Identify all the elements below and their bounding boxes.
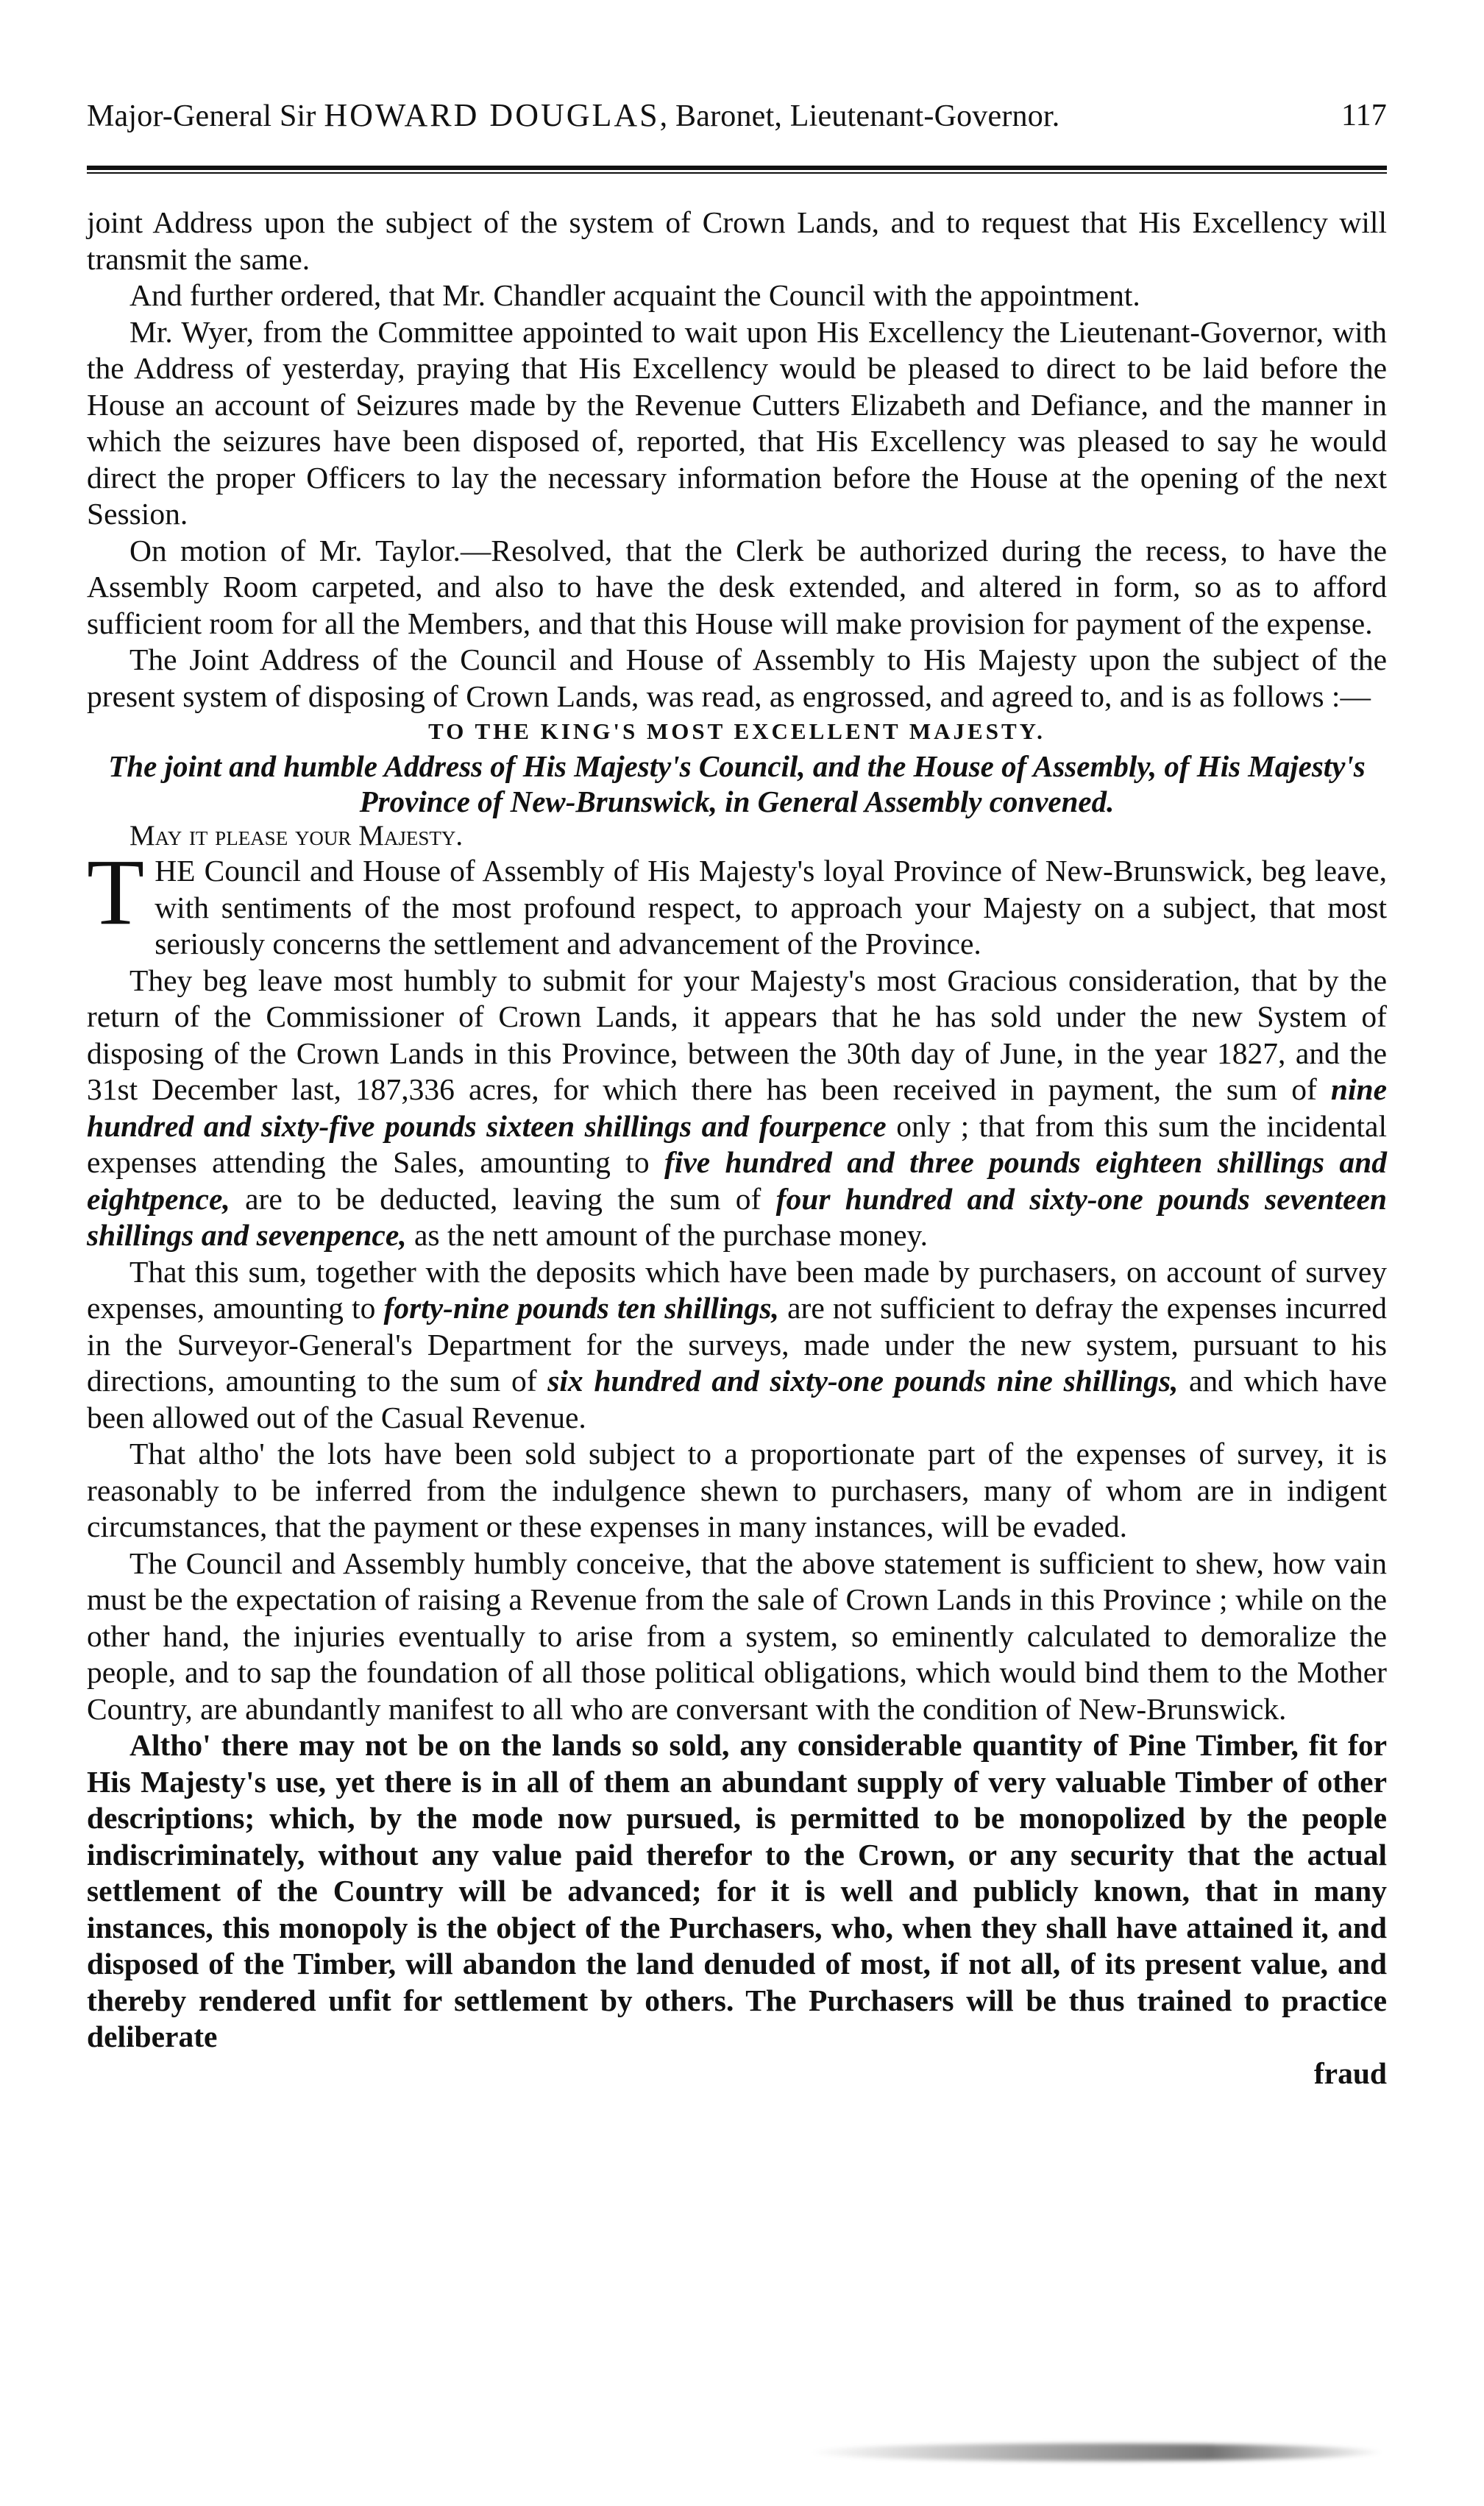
paragraph-text: They beg leave most humbly to submit for your Majesty's most Gracious consideration, that by the return of the Commissioner of Crown Lands, it appears that he has sold under the new System of disposing of the Crown Lands in this Province, between the 30th day of June, in the year 1827, and the 31st December last, 187,336 acres, for which there has been received in payment, the sum of (87, 963, 1387, 1106)
sum-text: nine hundred and sixty-five pounds sixteen shillings and fourpence (87, 1072, 1387, 1143)
paragraph (87, 1254, 1387, 1437)
paragraph: The Joint Address of the Council and House of Assembly to His Majesty upon the subject of the present system of disposing of Crown Lands, was read, as engrossed, and agreed to, and is as follows :— (87, 643, 1387, 713)
paragraph: And further ordered, that Mr. Chandler acquaint the Council with the appointment. (129, 278, 1140, 312)
drop-cap: T (87, 840, 145, 944)
paragraph: joint Address upon the subject of the system of Crown Lands, and to request that His Excellency will transmit the same. (87, 205, 1387, 276)
ink-smudge (809, 2443, 1383, 2461)
sum-text: six hundred and sixty-one pounds nine shillings, (547, 1364, 1179, 1398)
paragraph-text: are not sufficient to defray the expenses incurred in the Surveyor-General's Department for the surveys, made under the new system, pursuant to his directions, amounting to the sum of (87, 1291, 1387, 1398)
header-suffix: , Baronet, Lieutenant-Governor. (659, 99, 1060, 133)
paragraph: On motion of Mr. Taylor.—Resolved, that the Clerk be authorized during the recess, to have the Assembly Room carpeted, and also to have the desk extended, and altered in form, so as to afford sufficient room for all the Members, and that this House will make provision for payment of the expense. (87, 533, 1387, 640)
paragraph (87, 840, 1387, 963)
paragraph-text: That this sum, together with the deposits which have been made by purchasers, on account of survey expenses, amounting to (87, 1254, 1387, 1325)
sum-text: five hundred and three pounds eighteen shillings and eightpence, (87, 1145, 1387, 1216)
paragraph: The Council and Assembly humbly conceive, that the above statement is sufficient to shew, how vain must be the expectation of raising a Revenue from the sale of Crown Lands in this Province ; while on the other hand, the injuries eventually to arise from a system, so eminently calculated to demoralize the people, and to sap the foundation of all those political obligations, which would bind them to the Mother Country, are abundantly manifest to all who are conversant with the condition of New-Brunswick. (87, 1546, 1387, 1726)
header-name: HOWARD DOUGLAS (324, 97, 660, 133)
paragraph (87, 963, 1387, 1254)
paragraph-text: are to be deducted, leaving the sum of (230, 1181, 776, 1216)
address-subheading: The joint and humble Address of His Majesty's Council, and the House of Assembly, of His Majesty's Province of New-Brunswick, in General Assembly convened. (108, 749, 1366, 818)
running-header (87, 94, 1387, 138)
paragraph: Mr. Wyer, from the Committee appointed to wait upon His Excellency the Lieutenant-Governor, with the Address of yesterday, praying that His Excellency would be pleased to direct to be laid before the House an account of Seizures made by the Revenue Cutters Elizabeth and Defiance, and the manner in which the seizures have been disposed of, reported, that His Excellency was pleased to say he would direct the proper Officers to lay the necessary information before the House at the opening of the next Session. (87, 314, 1387, 531)
sum-text: four hundred and sixty-one pounds seventeen shillings and sevenpence, (87, 1181, 1387, 1252)
paragraph-text: as the nett amount of the purchase money. (406, 1218, 928, 1252)
catchword: fraud (1313, 2056, 1387, 2090)
paragraph-text: only ; that from this sum the incidental expenses attending the Sales, amounting to (87, 1108, 1387, 1179)
address-heading: TO THE KING'S MOST EXCELLENT MAJESTY. (428, 718, 1045, 744)
header-rule (87, 166, 1387, 174)
body-text (87, 205, 1387, 2092)
paragraph-text: HE Council and House of Assembly of His Majesty's loyal Province of New-Brunswick, beg leave, with sentiments of the most profound respect, to approach your Majesty on a subject, that most seriously concerns the settlement and advancement of the Province. (155, 854, 1387, 960)
page-number: 117 (1341, 99, 1387, 132)
header-prefix: Major-General Sir (87, 99, 324, 133)
paragraph-text: and which have been allowed out of the Casual Revenue. (87, 1364, 1388, 1434)
sum-text: forty-nine pounds ten shillings, (383, 1291, 779, 1325)
paragraph: That altho' the lots have been sold subject to a proportionate part of the expenses of survey, it is reasonably to be inferred from the indulgence shewn to purchasers, many of whom are in indigent circumstances, that the payment or these expenses in many instances, will be evaded. (87, 1437, 1387, 1543)
paragraph: Altho' there may not be on the lands so sold, any considerable quantity of Pine Timber, fit for His Majesty's use, yet there is in all of them an abundant supply of very valuable Timber of other descriptions; which, by the mode now pursued, is permitted to be monopolized by the people indiscriminately, without any value paid therefor to the Crown, or any security that the actual settlement of the Country will be advanced; for it is well and publicly known, that in many instances, this monopoly is the object of the Purchasers, who, when they shall have attained it, and disposed of the Timber, will abandon the land denuded of most, if not all, of its present value, and thereby rendered unfit for settlement by others. The Purchasers will be thus trained to practice deliberate (87, 1728, 1387, 2053)
address-salutation: May it please your Majesty. (129, 820, 464, 852)
